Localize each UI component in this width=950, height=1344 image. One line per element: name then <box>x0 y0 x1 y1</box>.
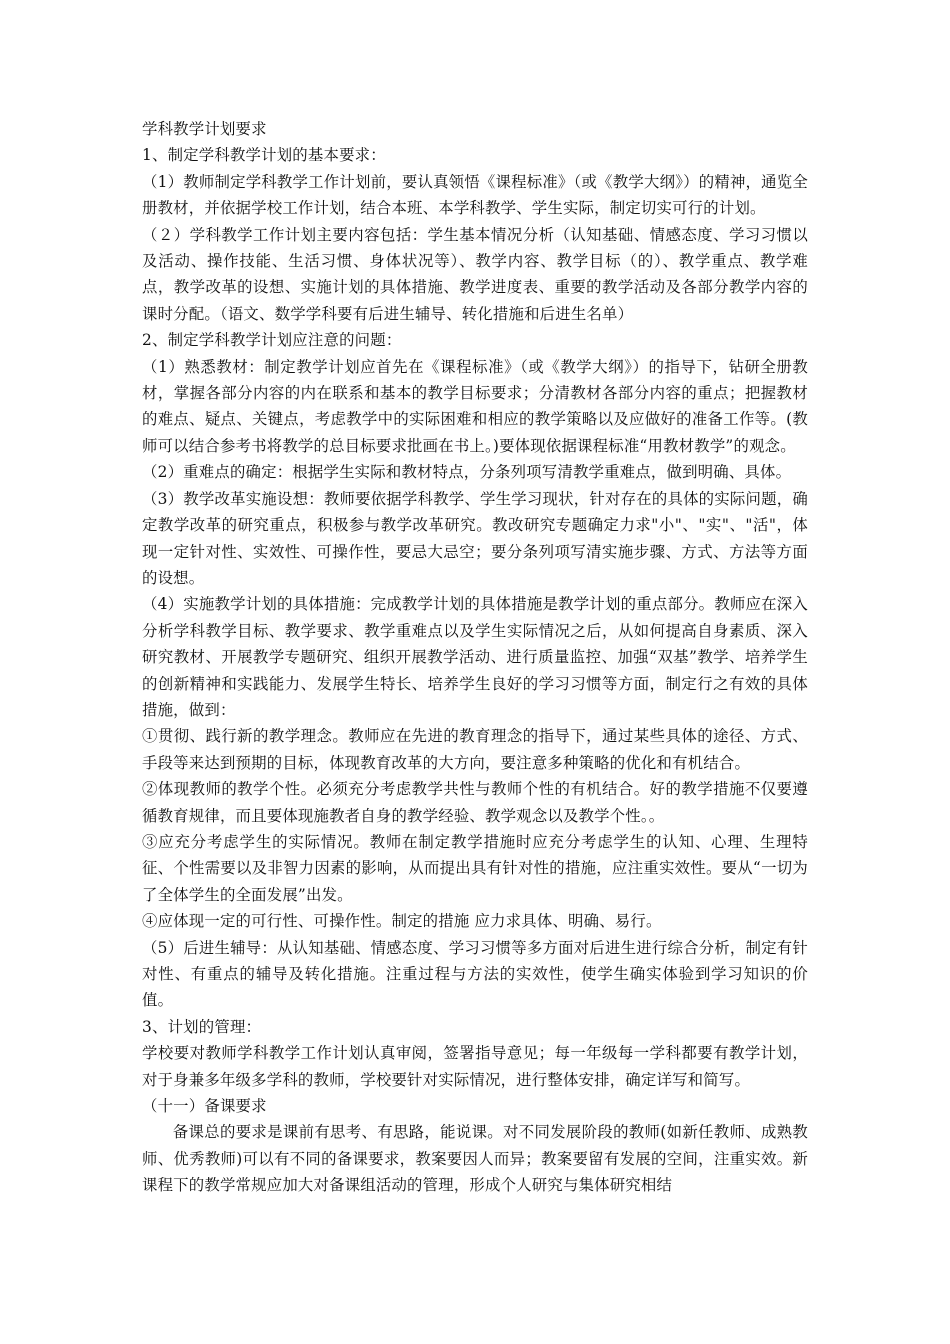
paragraph-requirement-1: （1）教师制定学科教学工作计划前，要认真领悟《课程标准》（或《教学大纲》）的精神，通览全册教材，并依据学校工作计划，结合本班、本学科教学、学生实际，制定切实可行的计划。 <box>142 172 808 218</box>
list-item-circled-3: ③应充分考虑学生的实际情况。教师在制定教学措施时应充分考虑学生的认知、心理、生理特征、个性需要以及非智力因素的影响，从而提出具有针对性的措施，应注重实效性。要从“一切为了全体学生的全面发展”出发。 <box>142 832 808 904</box>
paragraph-lesson-prep: 备课总的要求是课前有思考、有思路，能说课。对不同发展阶段的教师(如新任教师、成熟教师、优秀教师)可以有不同的备课要求，教案要因人而异；教案要留有发展的空间，注重实效。新课程下的教学常规应加大对备课组活动的管理，形成个人研究与集体研究相结 <box>142 1123 808 1195</box>
list-item-circled-4: ④应体现一定的可行性、可操作性。制定的措施 应力求具体、明确、易行。 <box>142 912 662 931</box>
paragraph-requirement-2: （２）学科教学工作计划主要内容包括：学生基本情况分析（认知基础、情感态度、学习习惯以及活动、操作技能、生活习惯、身体状况等）、教学内容、教学目标（的）、教学重点、教学难点，教学改革的设想、实施计划的具体措施、教学进度表、重要的教学活动及各部分教学内容的课时分配。（语文、数学学科要有后进生辅导、转化措施和后进生名单） <box>142 225 808 323</box>
section-heading-management: 3、计划的管理： <box>142 1017 262 1036</box>
section-heading-basic-requirements: 1、制定学科教学计划的基本要求： <box>142 146 386 165</box>
paragraph-issue-5: （5）后进生辅导：从认知基础、情感态度、学习习惯等多方面对后进生进行综合分析，制定有针对性、有重点的辅导及转化措施。注重过程与方法的实效性，使学生确实体验到学习知识的价值。 <box>142 938 808 1010</box>
list-item-circled-2: ②体现教师的教学个性。必须充分考虑教学共性与教师个性的有机结合。好的教学措施不仅要遵循教育规律，而且要体现施教者自身的教学经验、教学观念以及教学个性。。 <box>142 780 808 825</box>
paragraph-issue-3: （3）教学改革实施设想：教师要依据学科教学、学生学习现状，针对存在的具体的实际问题，确定教学改革的研究重点，积极参与教学改革研究。教改研究专题确定力求"小"、"实"、"活"，体现一定针对性、实效性、可操作性，要忌大忌空；要分条列项写清实施步骤、方式、方法等方面的设想。 <box>142 489 808 587</box>
section-heading-lesson-prep: （十一）备课要求 <box>142 1097 267 1116</box>
list-item-circled-1: ①贯彻、践行新的教学理念。教师应在先进的教育理念的指导下，通过某些具体的途径、方式、手段等来达到预期的目标，体现教育改革的大方向，要注意多种策略的优化和有机结合。 <box>142 727 808 772</box>
paragraph-issue-2: （2）重难点的确定：根据学生实际和教材特点，分条列项写清教学重难点，做到明确、具体。 <box>142 463 792 482</box>
paragraph-management: 学校要对教师学科教学工作计划认真审阅，签署指导意见；每一年级每一学科都要有教学计划，对于身兼多年级多学科的教师，学校要针对实际情况，进行整体安排，确定详写和简写。 <box>142 1044 808 1089</box>
paragraph-issue-1: （1）熟悉教材：制定教学计划应首先在《课程标准》（或《教学大纲》）的指导下，钻研全册教材，掌握各部分内容的内在联系和基本的教学目标要求；分清教材各部分内容的重点；把握教材的难点、疑点、关键点，考虑教学中的实际困难和相应的教学策略以及应做好的准备工作等。(教师可以结合参考书将教学的总目标要求批画在书上。)要体现依据课程标准“用教材教学”的观念。 <box>142 357 808 455</box>
document-title: 学科教学计划要求 <box>142 120 267 138</box>
document-page <box>142 116 808 1199</box>
paragraph-issue-4: （4）实施教学计划的具体措施：完成教学计划的具体措施是教学计划的重点部分。教师应在深入分析学科教学目标、教学要求、教学重难点以及学生实际情况之后，从如何提高自身素质、深入研究教材、开展教学专题研究、组织开展教学活动、进行质量监控、加强“双基”教学、培养学生的创新精神和实践能力、发展学生特长、培养学生良好的学习习惯等方面，制定行之有效的具体措施，做到： <box>142 595 808 719</box>
section-heading-issues: 2、制定学科教学计划应注意的问题： <box>142 331 402 350</box>
